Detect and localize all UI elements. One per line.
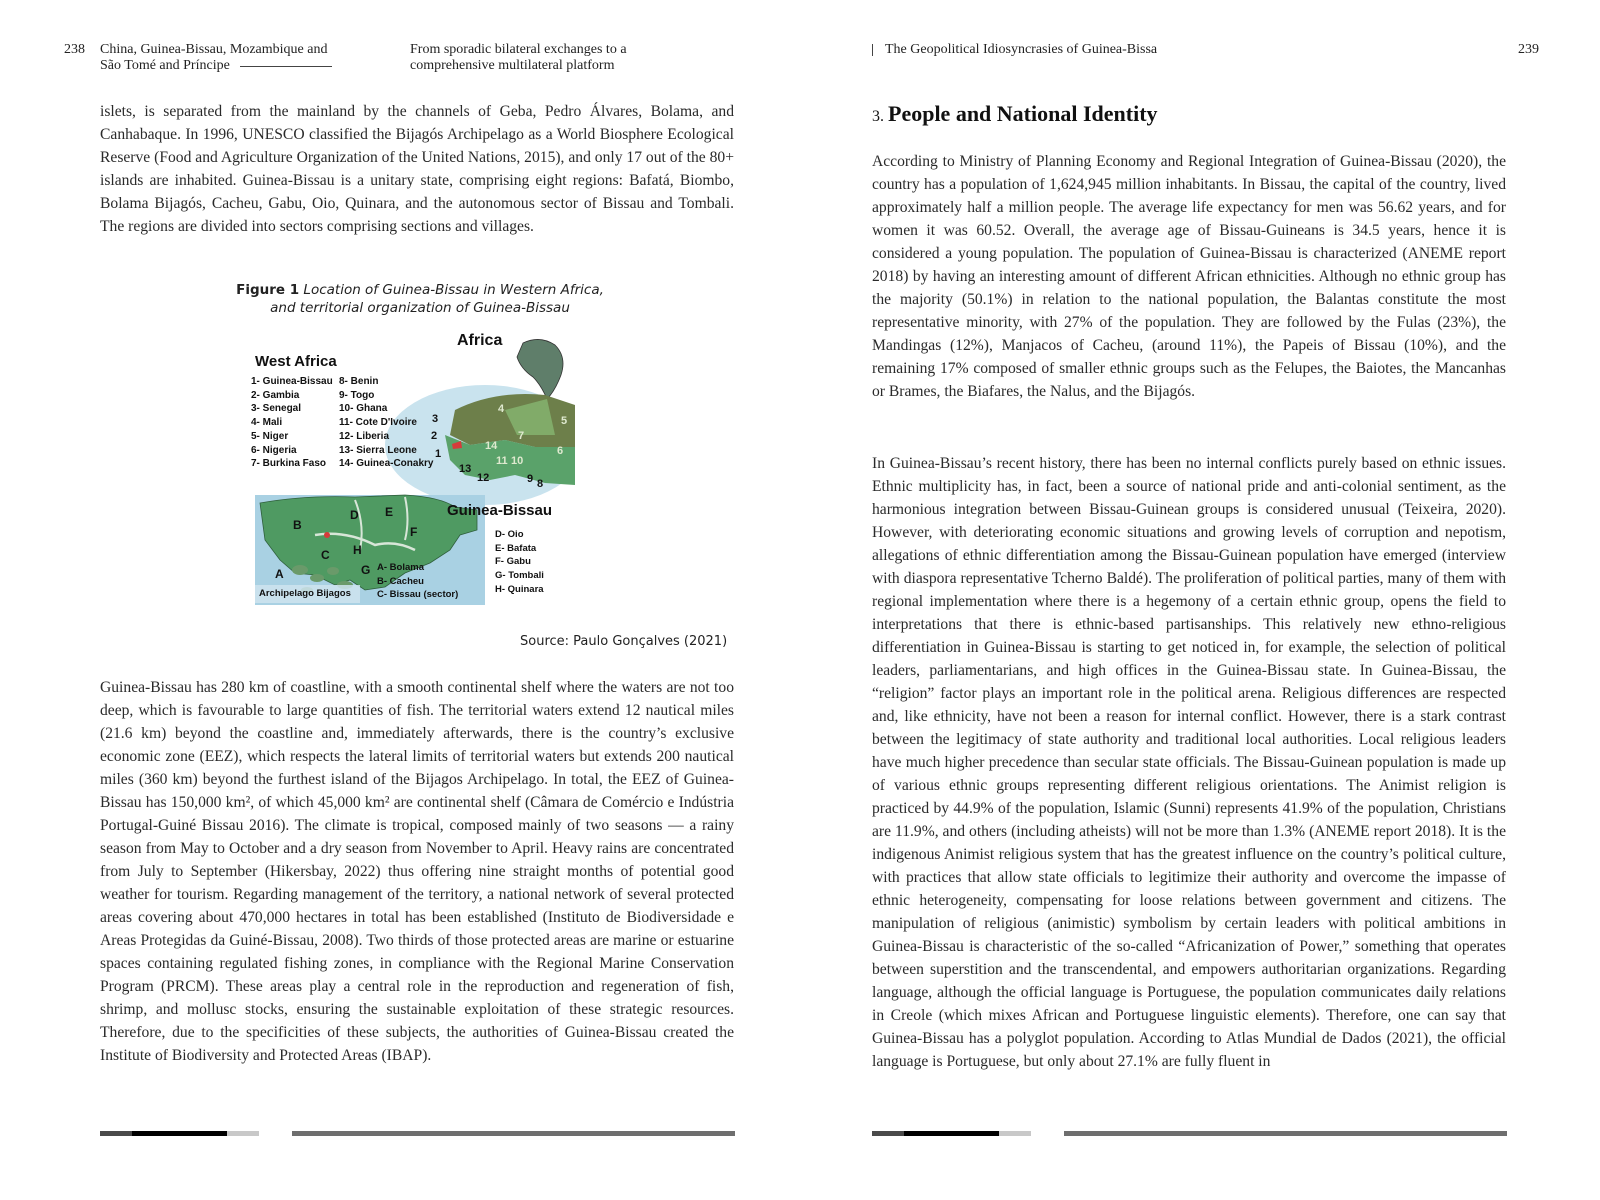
body-paragraph: According to Ministry of Planning Economy and Regional Integration of Guinea-Bissau (2020), the country has a population of 1,624,945 million inhabitants. In Bissau, the capital of the country, lived approximately half a million people. The average life expectancy for men was 56.62 years, and for women it was 60.52. Overall, the average age of Bissau-Guineans is 34.5 years, hence it is considered a young population. The population of Guinea-Bissau is characterized (ANEME report 2018) by having an interesting amount of different African ethnicities. Although no ethnic group has the majority (50.1%) in relation to the national population, the Balantas constitute the most representative minority, with 27% of the population. They are followed by the Fulas (23%), the Mandingas (12%), Manjacos of Cacheu, (around 11%), the Papeis of Bissau (10%), and the remaining 17% composed of smaller ethnic groups such as the Felupes, the Baiotes, the Mancanhas or Brames, the Biafares, the Nalus, and the Bijagós. bbox=[872, 153, 1506, 400]
map-label-africa: Africa bbox=[457, 332, 503, 349]
country-item: 12- Liberia bbox=[339, 430, 390, 442]
right-paragraph-1 bbox=[872, 150, 1506, 403]
footer-bar-segment bbox=[292, 1131, 735, 1136]
country-item: 2- Gambia bbox=[251, 389, 300, 401]
west-africa-country-list-2 bbox=[339, 375, 433, 471]
running-head-divider bbox=[872, 44, 873, 56]
region-letter: G bbox=[361, 563, 371, 577]
country-item: 1- Guinea-Bissau bbox=[251, 376, 333, 387]
country-item: 7- Burkina Faso bbox=[251, 458, 327, 470]
map-number: 11 bbox=[496, 455, 508, 467]
west-africa-country-list-1 bbox=[251, 375, 333, 471]
left-paragraph-2 bbox=[100, 676, 734, 1067]
figure-caption bbox=[200, 281, 640, 317]
region-letter: E bbox=[385, 505, 394, 519]
left-page-number: 238 bbox=[64, 42, 85, 57]
running-head-text: The Geopolitical Idiosyncrasies of Guinea-Bissa bbox=[885, 42, 1158, 57]
region-letter: C bbox=[321, 548, 330, 562]
region-letter: A bbox=[275, 567, 284, 581]
footer-bar-segment bbox=[872, 1131, 904, 1136]
map-label-archipelago: Archipelago Bijagos bbox=[259, 588, 351, 599]
map-number: 5 bbox=[561, 415, 568, 427]
section-title-text: People and National Identity bbox=[888, 101, 1158, 126]
map-label-guinea-bissau: Guinea-Bissau bbox=[447, 502, 553, 519]
left-paragraph-1 bbox=[100, 100, 734, 238]
section-number: 3. bbox=[872, 108, 884, 125]
footer-bar-segment bbox=[132, 1131, 227, 1136]
map-number: 1 bbox=[435, 448, 442, 460]
map-number: 6 bbox=[557, 445, 564, 457]
caption-text: Location of Guinea-Bissau in Western Africa, bbox=[303, 282, 604, 298]
map-number: 2 bbox=[431, 430, 438, 442]
region-item: F- Gabu bbox=[495, 556, 531, 568]
country-item: 4- Mali bbox=[251, 417, 283, 429]
body-paragraph: islets, is separated from the mainland by the channels of Geba, Pedro Álvares, Bolama, and Canhabaque. In 1996, UNESCO classified the Bijagós Archipelago as a World Biosphere Ecological Reserve (Food and Agriculture Organization of the United Nations, 2015), and only 17 out of the 80+ islands are inhabited. Guinea-Bissau is a unitary state, comprising eight regions: Bafatá, Biombo, Bolama Bijagós, Cacheu, Gabu, Oio, Quinara, and the autonomous sector of Bissau and Tombali. The regions are divided into sectors comprising sections and villages. bbox=[100, 103, 734, 235]
region-item: E- Bafata bbox=[495, 542, 537, 554]
region-item: D- Oio bbox=[495, 529, 524, 540]
map-label-west-africa: West Africa bbox=[255, 353, 337, 370]
caption-line-2 bbox=[200, 299, 640, 317]
region-letter: B bbox=[293, 518, 302, 532]
region-list-2 bbox=[495, 528, 544, 597]
running-head-text: São Tomé and Príncipe bbox=[100, 58, 230, 73]
footer-bar-segment bbox=[999, 1131, 1031, 1136]
footer-bar-segment bbox=[904, 1131, 999, 1136]
body-paragraph: In Guinea-Bissau’s recent history, there has been no internal conflicts purely based on ethnic issues. Ethnic multiplicity has, in fact, been a source of national pride and anti-colonial sentiment, as the harmonious integration between Bissau-Guinean groups is considered unusual (Teixeira, 2020). However, with deteriorating economic situations and growing levels of corruption and nepotism, allegations of ethnic differentiation among the Bissau-Guinean population have emerged (interview with diaspora representative Tcherno Baldé). The proliferation of political parties, many of them with regional implementation where there is a hegemony of a certain ethnic group, opens the field to interpretations that there is ethnic-based partisanships. This relatively new ethno-religious differentiation in Guinea-Bissau is starting to get noticed in, for example, the selection of political leaders, parliamentarians, and high offices in the Guinea-Bissau state. In Guinea-Bissau, the “religion” factor plays an important role in the political arena. Religious differences are respected and, like ethnicity, have not been a reason for internal conflict. However, there is a stark contrast between the legitimacy of state authority and traditional local authorities. Local religious leaders have much higher precedence than secular state officials. The Bissau-Guinean population is made up of various ethnic groups representing different religious orientations. The Animist religion is practiced by 44.9% of the population, Islamic (Sunni) represents 41.9% of the population, Christians are 11.9%, and others (including atheists) will not be more than 1.3% (ANEME report 2018). It is the indigenous Animist religious system that has the greatest influence on the country’s political culture, with practices that allow state officials to legitimize their authority and overcome the impasse of ethnic heterogeneity, compensating for loose relations between government and citizens. The manipulation of religious (animistic) symbolism by certain leaders with political ambitions in Guinea-Bissau is characteristic of the so-called “Africanization of Power,” something that operates between superstition and the transcendental, and empowers authoritarian organizations. Regarding language, although the official language is Portuguese, the population communicates daily relations in Creole (which mixes African and Portuguese linguistic elements). Therefore, one can say that Guinea-Bissau has a polyglot population. According to Atlas Mundial de Dados (2021), the official language is Portuguese, but only about 27.1% are fully fluent in bbox=[872, 455, 1506, 1070]
figure-map bbox=[251, 332, 575, 620]
running-head-line bbox=[100, 58, 360, 74]
map-number: 8 bbox=[537, 478, 544, 490]
country-item: 6- Nigeria bbox=[251, 444, 297, 456]
footer-bar-segment bbox=[100, 1131, 132, 1136]
footer-bar-segment bbox=[1064, 1131, 1507, 1136]
map-number: 10 bbox=[511, 455, 524, 467]
region-item: G- Tombali bbox=[495, 570, 544, 582]
country-item: 3- Senegal bbox=[251, 403, 302, 415]
country-item: 8- Benin bbox=[339, 376, 379, 387]
right-page-number: 239 bbox=[1518, 42, 1539, 57]
region-item: B- Cacheu bbox=[377, 575, 424, 587]
figure-source: Source: Paulo Gonçalves (2021) bbox=[520, 634, 728, 649]
region-item: A- Bolama bbox=[377, 562, 424, 573]
left-running-head-chapter bbox=[410, 42, 690, 74]
region-letter: H bbox=[353, 543, 362, 557]
country-item: 5- Niger bbox=[251, 430, 289, 442]
running-head-rule bbox=[240, 66, 332, 67]
region-item: H- Quinara bbox=[495, 583, 544, 595]
map-number: 9 bbox=[527, 473, 534, 485]
running-head-line: From sporadic bilateral exchanges to a bbox=[410, 42, 627, 57]
map-number: 4 bbox=[498, 403, 505, 415]
country-item: 11- Cote D'Ivoire bbox=[339, 417, 417, 429]
right-running-head bbox=[872, 42, 1157, 58]
region-list-1 bbox=[377, 561, 458, 602]
map-number: 14 bbox=[485, 440, 498, 452]
map-number: 12 bbox=[477, 472, 490, 484]
running-head-line: China, Guinea-Bissau, Mozambique and bbox=[100, 42, 328, 57]
body-paragraph: Guinea-Bissau has 280 km of coastline, with a smooth continental shelf where the waters are not too deep, which is favourable to large quantities of fish. The territorial waters extend 12 nautical miles (21.6 km) beyond the coastline and, immediately afterwards, there is the country’s exclusive economic zone (EEZ), which respects the lateral limits of territorial waters but extends 200 nautical miles (360 km) beyond the furthest island of the Bijagos Archipelago. In total, the EEZ of Guinea-Bissau has 150,000 km², of which 45,000 km² are continental shelf (Câmara de Comércio e Indústria Portugal-Guiné Bissau 2016). The climate is tropical, composed mainly of two seasons — a rainy season from May to October and a dry season from November to April. Heavy rains are concentrated from July to September (Hikersbay, 2022) thus offering nine straight months of potential good weather for tourism. Regarding management of the territory, a national network of several protected areas covering about 470,000 hectares in total has been established (Instituto de Biodiversidade e Areas Protegidas da Guiné-Bissau, 2008). Two thirds of those protected areas are marine or estuarine spaces containing regulated fishing zones, in compliance with the Regional Marine Conservation Program (PRCM). These areas play a central role in the reproduction and regeneration of fish, shrimp, and mollusc stocks, ensuring the sustainable exploitation of these strategic resources. Therefore, due to the specificities of these subjects, the authorities of Guinea-Bissau created the Institute of Biodiversity and Protected Areas (IBAP). bbox=[100, 679, 734, 1064]
running-head-line: comprehensive multilateral platform bbox=[410, 58, 615, 73]
map-number: 7 bbox=[518, 430, 525, 442]
caption-text: and territorial organization of Guinea-Bissau bbox=[270, 300, 570, 316]
section-heading bbox=[872, 101, 1158, 127]
left-running-head-book-title bbox=[100, 42, 360, 74]
region-item: C- Bissau (sector) bbox=[377, 589, 459, 601]
footer-bar-segment bbox=[227, 1131, 259, 1136]
region-letter: F bbox=[410, 525, 418, 539]
country-item: 13- Sierra Leone bbox=[339, 444, 417, 456]
country-item: 9- Togo bbox=[339, 389, 375, 401]
region-letter: D bbox=[350, 508, 359, 522]
map-number: 13 bbox=[459, 463, 472, 475]
figure-label: Figure 1 bbox=[236, 282, 300, 298]
map-number: 3 bbox=[432, 413, 439, 425]
caption-line-1 bbox=[200, 281, 640, 299]
country-item: 10- Ghana bbox=[339, 403, 388, 415]
right-paragraph-2 bbox=[872, 452, 1506, 1073]
country-item: 14- Guinea-Conakry bbox=[339, 458, 434, 470]
